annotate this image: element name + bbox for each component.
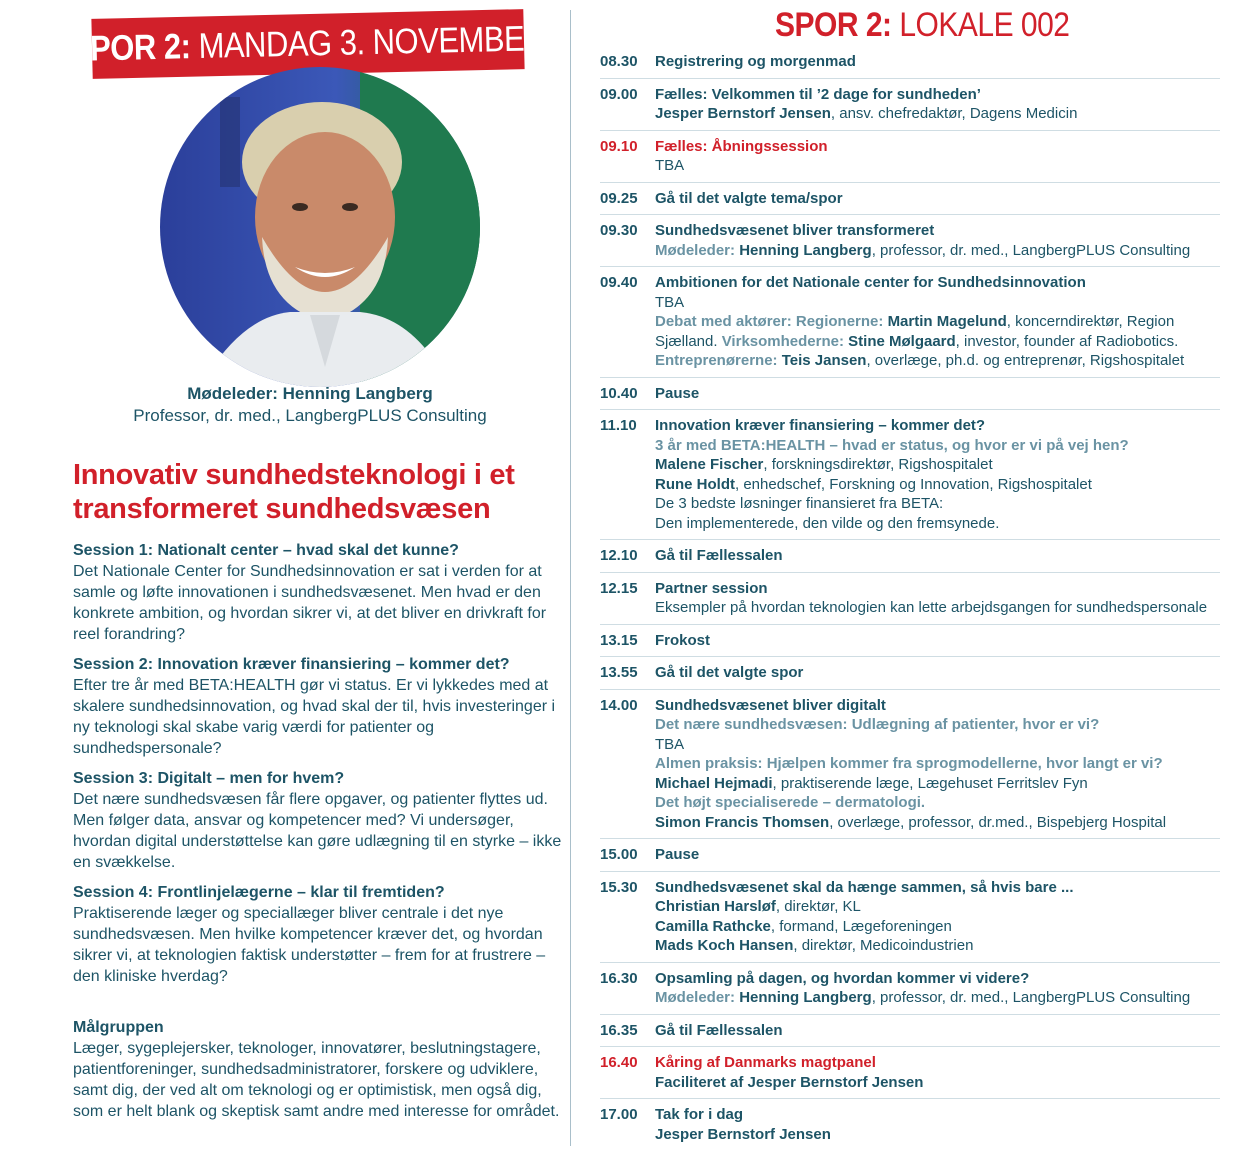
agenda-detail: Mødeleder: Henning Langberg, professor, dr. med., LangbergPLUS Consulting [655, 989, 1191, 1006]
session-2 [73, 655, 563, 759]
session-title: Session 3: Digitalt – men for hvem? [73, 770, 345, 787]
track-banner-text: SPOR 2: MANDAG 3. NOVEMBER [69, 17, 547, 69]
session-body: Det nære sundhedsvæsen får flere opgaver, og patienter flyttes ud. Men følger data, ansvar og kompetencer med? Vi undersøger, hvordan digital understøttelse kan gøre udlægning til en styrke – ikke en svækkelse. [73, 791, 562, 871]
agenda-content [655, 273, 1220, 371]
agenda-detail: TBA [655, 293, 685, 311]
agenda-content [655, 878, 1220, 956]
agenda-item [600, 416, 1220, 540]
agenda-detail: Almen praksis: Hjælpen kommer fra sprogmodellerne, hvor langt er vi? [655, 755, 1163, 772]
agenda-detail: Den implementerede, den vilde og den fremsynede. [655, 514, 1000, 532]
agenda-detail: Det højt specialiserede – dermatologi. [655, 794, 926, 811]
agenda-item [600, 845, 1220, 872]
agenda-time: 13.15 [600, 631, 638, 649]
agenda-item [600, 273, 1220, 378]
left-column [0, 0, 560, 1146]
agenda-detail: Jesper Bernstorf Jensen, ansv. chefredaktør, Dagens Medicin [655, 105, 1078, 122]
agenda-title: Gå til det valgte spor [655, 664, 804, 681]
agenda-content [655, 189, 1220, 209]
session-4 [73, 883, 563, 987]
agenda-time: 09.25 [600, 189, 638, 207]
target-group [73, 1018, 563, 1122]
agenda-item [600, 631, 1220, 658]
agenda-content [655, 579, 1220, 618]
moderator-title: Professor, dr. med., LangbergPLUS Consulting [133, 406, 487, 425]
agenda-detail: De 3 bedste løsninger finansieret fra BETA: [655, 495, 944, 512]
session-body: Efter tre år med BETA:HEALTH gør vi status. Er vi lykkedes med at skalere sundhedsinnovation, og hvad skal der til, hvis investeringer i ny teknologi skal skabe varig værdi for patienter og sundhedspersonale? [73, 677, 556, 757]
agenda-time: 16.35 [600, 1021, 638, 1039]
agenda-title: Sundhedsvæsenet skal da hænge sammen, så hvis bare ... [655, 878, 1074, 896]
agenda-title: Pause [655, 846, 700, 863]
agenda-content [655, 631, 1220, 651]
agenda-detail: Mads Koch Hansen, direktør, Medicoindustrien [655, 937, 974, 954]
agenda-content [655, 52, 1220, 72]
agenda-content [655, 696, 1220, 833]
agenda-time: 16.30 [600, 969, 638, 987]
moderator-portrait [160, 67, 480, 387]
agenda-detail: Rune Holdt, enhedschef, Forskning og Innovation, Rigshospitalet [655, 475, 1092, 493]
agenda-detail: TBA [655, 157, 685, 174]
agenda-content [655, 384, 1220, 404]
room-header: SPOR 2: LOKALE 002 [775, 6, 1070, 44]
session-title: Session 1: Nationalt center – hvad skal det kunne? [73, 542, 459, 559]
agenda-content [655, 416, 1220, 533]
agenda-content [655, 1053, 1220, 1092]
agenda-title: Registrering og morgenmad [655, 53, 856, 70]
agenda-title: Frokost [655, 631, 711, 649]
agenda-content [655, 663, 1220, 683]
agenda-title: Ambitionen for det Nationale center for Sundhedsinnovation [655, 274, 1086, 291]
agenda-detail: Michael Hejmadi, praktiserende læge, Lægehuset Ferritslev Fyn [655, 774, 1088, 792]
agenda-detail: Eksempler på hvordan teknologien kan lette arbejdsgangen for sundhedspersonale [655, 599, 1208, 616]
agenda-item [600, 1053, 1220, 1099]
agenda-detail: Mødeleder: Henning Langberg, professor, dr. med., LangbergPLUS Consulting [655, 241, 1191, 259]
agenda-time: 15.00 [600, 846, 638, 863]
agenda-time: 10.40 [600, 384, 638, 402]
session-3 [73, 769, 563, 873]
agenda-title: Kåring af Danmarks magtpanel [655, 1054, 876, 1071]
agenda-content [655, 221, 1220, 260]
agenda-title: Gå til Fællessalen [655, 1021, 783, 1039]
agenda-detail: Simon Francis Thomsen, overlæge, professor, dr.med., Bispebjerg Hospital [655, 813, 1167, 831]
agenda-detail: 3 år med BETA:HEALTH – hvad er status, og hvor er vi på vej hen? [655, 436, 1129, 454]
agenda-title: Innovation kræver finansiering – kommer det? [655, 417, 986, 434]
agenda-detail: Camilla Rathcke, formand, Lægeforeningen [655, 917, 952, 935]
column-divider [570, 10, 571, 1146]
agenda-content [655, 1021, 1220, 1041]
agenda-item [600, 1021, 1220, 1048]
moderator-name: Mødeleder: Henning Langberg [187, 384, 433, 403]
agenda-content [655, 845, 1220, 865]
agenda-item [600, 878, 1220, 963]
agenda-item [600, 85, 1220, 131]
agenda-item [600, 221, 1220, 267]
agenda-item [600, 579, 1220, 625]
agenda-item [600, 1105, 1220, 1150]
moderator-caption [0, 383, 620, 427]
target-group-title: Målgruppen [73, 1019, 164, 1036]
agenda-content [655, 969, 1220, 1008]
agenda-detail: Debat med aktører: Regionerne: Martin Magelund, koncerndirektør, Region Sjælland. Virksomhederne: Stine Mølgaard, investor, founder af Radiobotics. Entreprenørerne: Teis Jansen, overlæge, ph.d. og entreprenør, Rigshospitalet [655, 313, 1185, 369]
agenda-detail: Faciliteret af Jesper Bernstorf Jensen [655, 1073, 924, 1091]
agenda-title: Gå til det valgte tema/spor [655, 189, 843, 207]
agenda-item [600, 663, 1220, 690]
agenda-time: 08.30 [600, 53, 638, 70]
agenda-content [655, 1105, 1220, 1144]
agenda-content [655, 546, 1220, 566]
agenda-title: Sundhedsvæsenet bliver digitalt [655, 696, 886, 714]
agenda-detail: Christian Harsløf, direktør, KL [655, 898, 861, 915]
agenda-item [600, 52, 1220, 79]
agenda-item [600, 546, 1220, 573]
agenda-title: Tak for i dag [655, 1106, 744, 1123]
agenda-title: Sundhedsvæsenet bliver transformeret [655, 222, 935, 239]
agenda-item [600, 969, 1220, 1015]
session-title: Session 2: Innovation kræver finansiering – kommer det? [73, 656, 510, 673]
session-body: Praktiserende læger og speciallæger bliver centrale i det nye sundhedsvæsen. Men hvilke kompetencer kræver det, og hvordan sikrer vi, at teknologien faktisk understøtter – frem for at frustrere – den kliniske hverdag? [73, 905, 546, 985]
agenda-time: 09.30 [600, 222, 638, 239]
agenda-item [600, 189, 1220, 216]
agenda-title: Fælles: Åbningssession [655, 137, 828, 155]
agenda-title: Fælles: Velkommen til ’2 dage for sundheden’ [655, 85, 981, 103]
agenda-time: 12.15 [600, 579, 638, 597]
agenda-detail: TBA [655, 735, 685, 753]
agenda-title: Partner session [655, 579, 768, 597]
agenda-detail: Det nære sundhedsvæsen: Udlægning af patienter, hvor er vi? [655, 716, 1100, 733]
agenda-title: Opsamling på dagen, og hvordan kommer vi videre? [655, 969, 1030, 987]
agenda-title: Pause [655, 384, 700, 402]
session-list [73, 541, 563, 997]
agenda-time: 12.10 [600, 547, 638, 564]
agenda-detail: Jesper Bernstorf Jensen [655, 1125, 831, 1143]
agenda-title: Gå til Fællessalen [655, 547, 783, 564]
agenda-time: 09.10 [600, 137, 638, 155]
session-1 [73, 541, 563, 645]
agenda-time: 15.30 [600, 878, 638, 896]
agenda-item [600, 696, 1220, 840]
agenda-item [600, 384, 1220, 411]
agenda-item [600, 137, 1220, 183]
agenda-time: 09.00 [600, 85, 638, 103]
agenda-list [600, 52, 1220, 1156]
track-headline: Innovativ sundhedsteknologi i et transformeret sundhedsvæsen [73, 459, 515, 525]
session-title: Session 4: Frontlinjelægerne – klar til fremtiden? [73, 884, 445, 901]
agenda-time: 11.10 [600, 417, 637, 434]
agenda-time: 14.00 [600, 696, 638, 714]
target-group-body: Læger, sygeplejersker, teknologer, innovatører, beslutningstagere, patientforeninger, sundhedsadministratorer, forskere og udviklere, samt dig, der ved alt om teknologi og er optimistisk, men også dig, som er helt blank og skeptisk samt andre med interesse for området. [73, 1040, 560, 1120]
session-body: Det Nationale Center for Sundhedsinnovation er sat i verden for at samle og løfte innovationen i sundhedsvæsenet. Men hvad er den konkrete ambition, og hvordan sikrer vi, at det bliver en drivkraft for reel forandring? [73, 563, 547, 643]
agenda-detail: Malene Fischer, forskningsdirektør, Rigshospitalet [655, 456, 993, 473]
agenda-time: 09.40 [600, 274, 638, 291]
agenda-time: 13.55 [600, 664, 638, 681]
agenda-content [655, 85, 1220, 124]
agenda-time: 17.00 [600, 1106, 638, 1123]
agenda-content [655, 137, 1220, 176]
agenda-time: 16.40 [600, 1054, 638, 1071]
